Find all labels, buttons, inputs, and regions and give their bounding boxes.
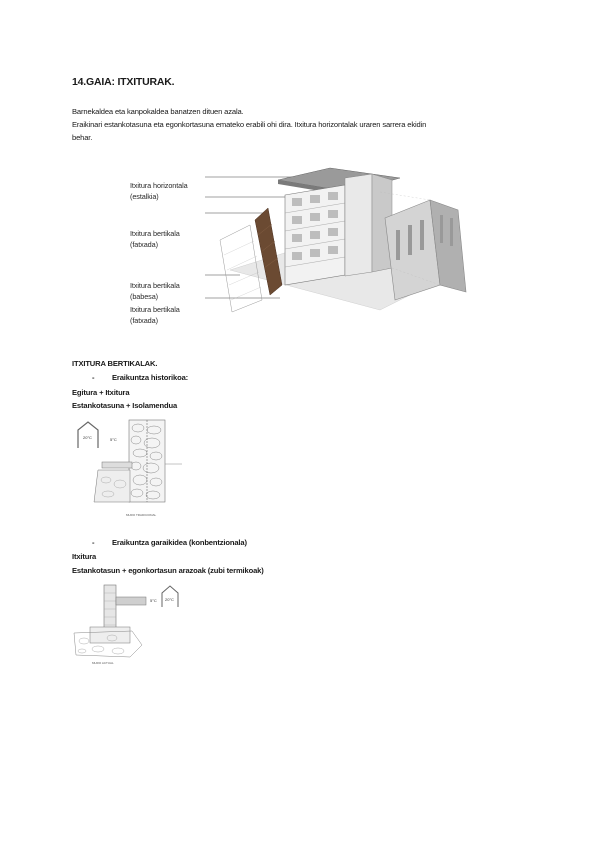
- label-vertical-facade-2: Itxitura bertikala (fatxada): [130, 305, 180, 325]
- page-title: 14.GAIA: ITXITURAK.: [72, 76, 175, 88]
- fig2-caption: MURO ACTUAL: [92, 661, 114, 665]
- thermal-bridge-line: Estankotasun + egonkortasun arazoak (zubi termikoak): [72, 566, 264, 575]
- fig1-right-label: 5°C: [110, 437, 117, 442]
- label-vertical-facade-1: Itxitura bertikala (fatxada): [130, 229, 180, 249]
- bullet-dash: -: [92, 373, 95, 382]
- fig2-right-label: 20°C: [165, 597, 174, 602]
- bullet-historic: - Eraikuntza historikoa:: [92, 373, 189, 382]
- closure-line: Itxitura: [72, 552, 97, 561]
- bullet-dash: -: [92, 538, 95, 547]
- structure-line: Egitura + Itxitura: [72, 388, 130, 397]
- label-horizontal-closure: Itxitura horizontala (estalkia): [130, 181, 188, 201]
- contemporary-wall-figure: [72, 583, 187, 668]
- traditional-wall-figure: [74, 418, 184, 518]
- intro-line-1: Barnekaldea eta kanpokaldea banatzen dituen azala.: [72, 107, 244, 116]
- fig2-left-label: 5°C: [150, 598, 157, 603]
- intro-line-3: behar.: [72, 133, 93, 142]
- insulation-line: Estankotasuna + Isolamendua: [72, 401, 178, 410]
- fig1-caption: MURO TRADICIONAL: [126, 513, 157, 517]
- bullet-contemporary: - Eraikuntza garaikidea (konbentzionala): [92, 538, 247, 547]
- section-heading: ITXITURA BERTIKALAK.: [72, 359, 158, 368]
- intro-line-2: Eraikinari estankotasuna eta egonkortasuna emateko erabili ohi dira. Itxitura horizontalak uraren sarrera ekidin: [72, 120, 427, 129]
- label-vertical-shelter: Itxitura bertikala (babesa): [130, 281, 180, 301]
- fig1-left-label: 20°C: [83, 435, 92, 440]
